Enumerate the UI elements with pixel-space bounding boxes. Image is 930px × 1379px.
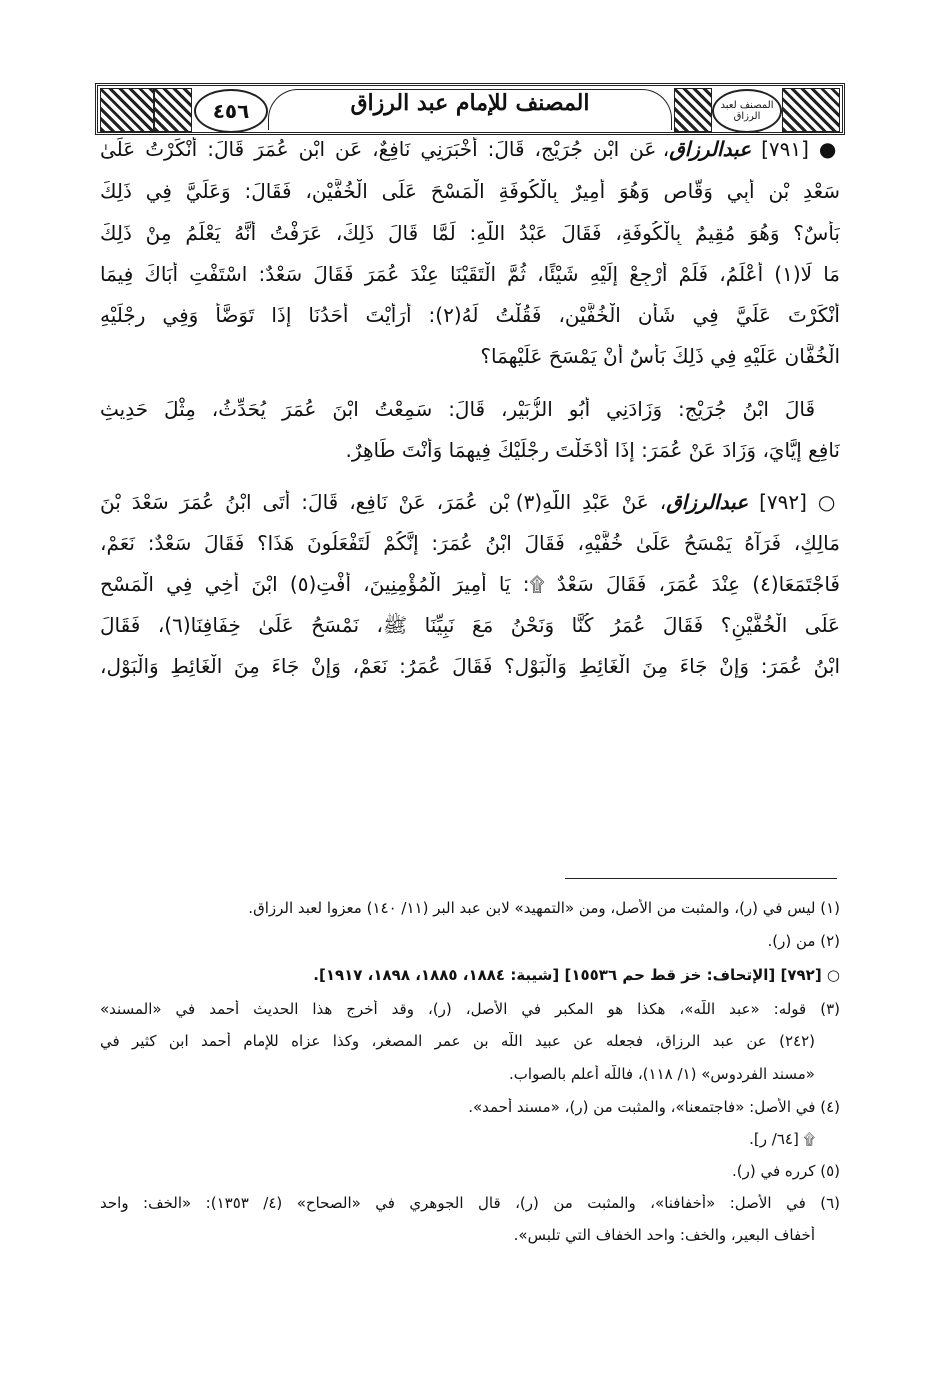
ornament-right-inner: [674, 88, 712, 132]
footnote-4: (٤) في الأصل: «فاجتمعنا»، والمثبت من (ر)، «مسند أحمد».: [468, 1098, 840, 1116]
footnote-2: (٢) من (ر).: [767, 932, 840, 950]
text-line: بَأْسٌ؟ وَهُوَ مُقِيمٌ بِالْكُوفَةِ، فَقَالَ عَبْدُ اللَّهِ: لَمَّا قَالَ ذَلِكَ، عَرَفْتُ أَنَّهُ يَعْلَمُ مِنْ ذَلِكَ: [100, 221, 840, 245]
hadith-number: ○ [٧٩٢]: [748, 490, 840, 514]
footnote-separator: [565, 878, 837, 879]
narrator-name: عبدالرزاق: [669, 137, 752, 161]
text-line: مَالِكٍ، فَرَآهُ يَمْسَحُ عَلَىٰ خُفَّيْهِ، فَقَالَ ابْنُ عُمَرَ: إِنَّكُمْ لَتَفْعَلُونَ هَذَا؟ فَقَالَ سَعْدٌ: نَعَمْ،: [100, 531, 840, 555]
footnote-6-cont: أخفاف البعير، والخف: واحد الخفاف التي تلبس».: [513, 1226, 815, 1244]
text-line: نَافِعٍ إِيَّايَ، وَزَادَ عَنْ عُمَرَ: إِذَا أَدْخَلْتَ رِجْلَيْكَ فِيهِمَا وَأَنْتَ طَاهِرٌ.: [345, 438, 840, 462]
ornament-right: [782, 88, 840, 132]
footnote-1: (١) ليس في (ر)، والمثبت من الأصل، ومن «التمهيد» لابن عبد البر (١١/ ١٤٠) معزوا لعبد الرزاق.: [248, 899, 840, 917]
footnote-3-cont: (٢٤٢) عن عبد الرزاق، فجعله عن عبيد اللّه بن عمر المصغر، وكذا عزاه للإمام أحمد ابن كثير في: [100, 1032, 815, 1050]
text-line: فَاجْتَمَعَا(٤) عِنْدَ عُمَرَ، فَقَالَ سَعْدٌ ۩: يَا أَمِيرَ الْمُؤْمِنِينَ، أَفْتِ(٥) ابْنَ أَخِي فِي الْمَسْحِ: [100, 572, 840, 596]
text-line: مَا لَا(١) أَعْلَمُ، فَلَمْ أُرْجِعْ إِلَيْهِ شَيْئًا، ثُمَّ الْتَقَيْنَا عِنْدَ عُمَرَ فَقَالَ سَعْدٌ: اسْتَفْتِ أَبَاكَ فِيمَا: [100, 262, 840, 286]
ornament-left-inner: [154, 88, 192, 132]
text-line: ابْنُ عُمَرَ: وَإِنْ جَاءَ مِنَ الْغَائِطِ وَالْبَوْلِ؟ فَقَالَ عُمَرُ: نَعَمْ، وَإِنْ جَاءَ مِنَ الْغَائِطِ وَالْبَوْلِ،: [100, 654, 840, 678]
footnote-5: (٥) كرره في (ر).: [732, 1162, 840, 1180]
hadith-792-line: ○ [٧٩٢] عبدالرزاق، عَنْ عَبْدِ اللَّهِ(٣) بْنِ عُمَرَ، عَنْ نَافِعٍ، قَالَ: أَتَى ابْنُ عُمَرَ سَعْدَ بْنَ: [100, 490, 840, 514]
page-number: ٤٥٦: [194, 89, 268, 133]
hadith-791-line: ● [٧٩١] عبدالرزاق، عَنِ ابْنِ جُرَيْجٍ، قَالَ: أَخْبَرَنِي نَافِعٌ، عَنِ ابْنِ عُمَرَ قَالَ: أَنْكَرْتُ عَلَىٰ: [100, 137, 840, 161]
ornament-left: [100, 88, 154, 132]
hadith-number: ● [٧٩١]: [751, 137, 840, 161]
text-line: سَعْدِ بْنِ أَبِي وَقَّاصٍ وَهُوَ أَمِيرٌ بِالْكُوفَةِ الْمَسْحَ عَلَى الْخُفَّيْنِ، فَقَالَ: وَعَلَيَّ فِي ذَلِكَ: [100, 179, 840, 203]
footnote-6: (٦) في الأصل: «أخفافنا»، والمثبت من (ر)، قال الجوهري في «الصحاح» (٤/ ١٣٥٣): «الخف: واحد: [100, 1194, 840, 1212]
text-line: أَنْكَرْتَ عَلَيَّ فِي شَأْنِ الْخُفَّيْنِ، فَقُلْتُ لَهُ(٢): أَرَأَيْتَ أَحَدُنَا إِذَا تَوَضَّأَ وَفِي رِجْلَيْهِ: [100, 303, 840, 327]
book-emblem: المصنف لعبد الرزاق: [712, 89, 782, 133]
footnote-page-marker: ۩ [٦٤/ ر].: [749, 1130, 815, 1148]
book-title: المصنف للإمام عبد الرزاق: [350, 90, 590, 116]
narrator-name: عبدالرزاق: [666, 490, 749, 514]
text-line: قَالَ ابْنُ جُرَيْجٍ: وَزَادَنِي أَبُو الزُّبَيْرِ، قَالَ: سَمِعْتُ ابْنَ عُمَرَ يُحَدِّثُ، مِثْلَ حَدِيثِ: [100, 397, 815, 421]
text-line: عَلَى الْخُفَّيْنِ؟ فَقَالَ عُمَرُ كُنَّا وَنَحْنُ مَعَ نَبِيِّنَا ﷺ، نَمْسَحُ عَلَىٰ خِفَافِنَا(٦)، فَقَالَ: [100, 613, 840, 637]
text-line: الْخُفَّانِ عَلَيْهِ فِي ذَلِكَ بَأْسٌ أَنْ يَمْسَحَ عَلَيْهِمَا؟: [480, 344, 840, 368]
footnote-3: (٣) قوله: «عبد اللّه»، هكذا هو المكبر في الأصل، (ر)، وقد أخرج هذا الحديث أحمد في «المسند»: [100, 1000, 840, 1018]
footnote-3-cont: «مسند الفردوس» (١/ ١١٨)، فاللّه أعلم بالصواب.: [509, 1065, 815, 1083]
footnote-ithaf: ○ [٧٩٢] [الإتحاف: خز قط حم ١٥٥٣٦] [شيبة: ١٨٨٤، ١٨٨٥، ١٨٩٨، ١٩١٧].: [313, 966, 840, 984]
page-header: [95, 83, 845, 135]
